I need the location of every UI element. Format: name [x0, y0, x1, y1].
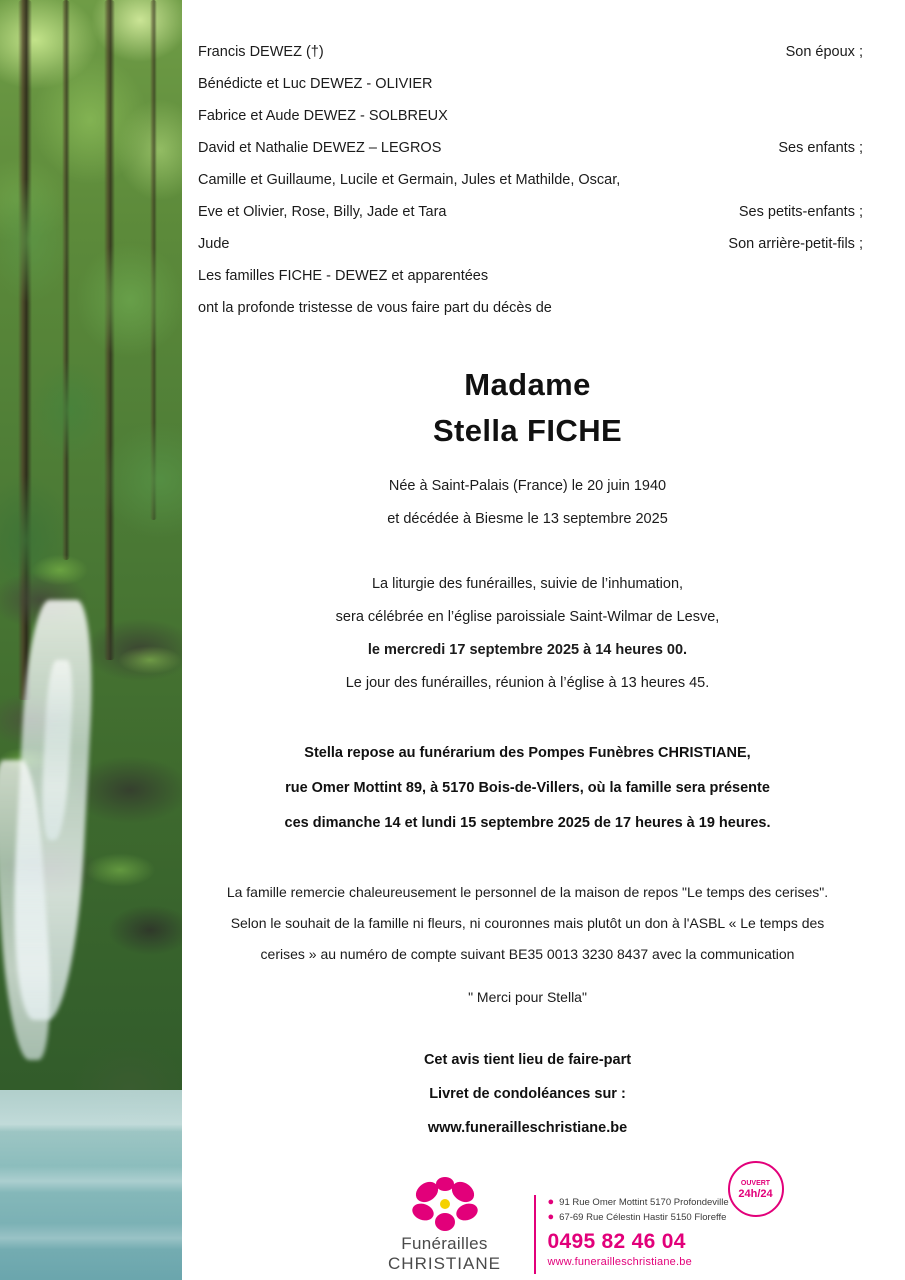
family-member-name: Camille et Guillaume, Lucile et Germain, Jules et Mathilde, Oscar,: [198, 172, 621, 188]
thanks-message: " Merci pour Stella": [468, 989, 587, 1005]
birth-death-block: [192, 470, 863, 536]
address-line-1: 91 Rue Omer Mottint 5170 Profondeville: [559, 1197, 729, 1208]
closing-line-2: Livret de condoléances sur :: [429, 1086, 626, 1102]
open-24h-badge: [728, 1161, 784, 1217]
family-row: [192, 228, 863, 260]
brand-subname: CHRISTIANE: [388, 1254, 501, 1273]
family-row: [192, 164, 863, 196]
closing-block: [192, 1043, 863, 1145]
address-line-2: 67-69 Rue Célestin Hastir 5150 Floreffe: [559, 1212, 727, 1223]
family-member-name: Jude: [198, 236, 230, 252]
funerarium-block: [192, 736, 863, 841]
family-relation: Son arrière-petit-fils ;: [728, 236, 863, 252]
funerarium-line-1: Stella repose au funérarium des Pompes Funèbres CHRISTIANE,: [304, 745, 751, 761]
family-row: [192, 68, 863, 100]
badge-line-2: 24h/24: [738, 1188, 773, 1200]
ceremony-gathering: Le jour des funérailles, réunion à l’église à 13 heures 45.: [345, 675, 710, 691]
family-member-name: Francis DEWEZ (†): [198, 44, 324, 60]
birth-line: Née à Saint-Palais (France) le 20 juin 1940: [388, 478, 667, 494]
brand-logo: [370, 1176, 520, 1274]
footer-branding: [182, 1176, 905, 1274]
family-row: [192, 36, 863, 68]
thanks-block: [192, 877, 863, 1013]
orchid-flower-icon: [411, 1176, 479, 1232]
family-member-name: Fabrice et Aude DEWEZ - SOLBREUX: [198, 108, 448, 124]
thanks-line-1: La famille remercie chaleureusement le personnel de la maison de repos "Le temps des cerises".: [226, 884, 829, 900]
mid-forest-foliage: [0, 180, 182, 600]
badge-line-1: OUVERT: [740, 1180, 771, 1187]
deceased-block: [192, 362, 863, 454]
ceremony-block: [192, 568, 863, 700]
water-ripples: [0, 1090, 182, 1280]
notice-content: [182, 0, 905, 1280]
family-relation: Ses enfants ;: [778, 140, 863, 156]
ceremony-line-1: La liturgie des funérailles, suivie de l’inhumation,: [371, 576, 684, 592]
family-relation: Son époux ;: [785, 44, 863, 60]
family-member-name: Bénédicte et Luc DEWEZ - OLIVIER: [198, 76, 433, 92]
family-row: [192, 260, 863, 292]
deceased-name: Stella FICHE: [432, 413, 623, 448]
death-line: et décédée à Biesme le 13 septembre 2025: [387, 511, 668, 527]
family-member-name: David et Nathalie DEWEZ – LEGROS: [198, 140, 442, 156]
forest-waterfall-image: [0, 0, 182, 1280]
footer-website[interactable]: www.funerailleschristiane.be: [547, 1256, 692, 1268]
family-row: [192, 196, 863, 228]
closing-line-1: Cet avis tient lieu de faire-part: [423, 1052, 632, 1068]
funerarium-line-2: rue Omer Mottint 89, à 5170 Bois-de-Villers, où la famille sera présente: [285, 780, 770, 796]
ceremony-line-2: sera célébrée en l’église paroissiale Saint-Wilmar de Lesve,: [335, 609, 720, 625]
location-pin-icon: ●: [547, 1211, 555, 1223]
family-row: [192, 100, 863, 132]
thanks-line-2: Selon le souhait de la famille ni fleurs, ni couronnes mais plutôt un don à l'ASBL « Le temps des: [230, 915, 825, 931]
family-list: [192, 36, 863, 324]
thanks-line-3: cerises » au numéro de compte suivant BE35 0013 3230 8437 avec la communication: [260, 946, 795, 962]
funerarium-line-3: ces dimanche 14 et lundi 15 septembre 2025 de 17 heures à 19 heures.: [284, 815, 771, 831]
family-member-name: Les familles FICHE - DEWEZ et apparentées: [198, 268, 489, 284]
phone-number[interactable]: 0495 82 46 04: [547, 1230, 686, 1253]
deceased-title: Madame: [464, 367, 591, 402]
location-pin-icon: ●: [547, 1196, 555, 1208]
family-member-name: Eve et Olivier, Rose, Billy, Jade et Tara: [198, 204, 447, 220]
condolences-website[interactable]: www.funerailleschristiane.be: [427, 1120, 628, 1136]
family-relation: Ses petits-enfants ;: [738, 204, 863, 220]
ceremony-datetime: le mercredi 17 septembre 2025 à 14 heures 00.: [367, 642, 688, 658]
announcement-intro: ont la profonde tristesse de vous faire part du décès de: [198, 300, 552, 316]
contact-block: [534, 1180, 778, 1274]
brand-name: Funérailles: [401, 1234, 488, 1253]
family-row: [192, 132, 863, 164]
